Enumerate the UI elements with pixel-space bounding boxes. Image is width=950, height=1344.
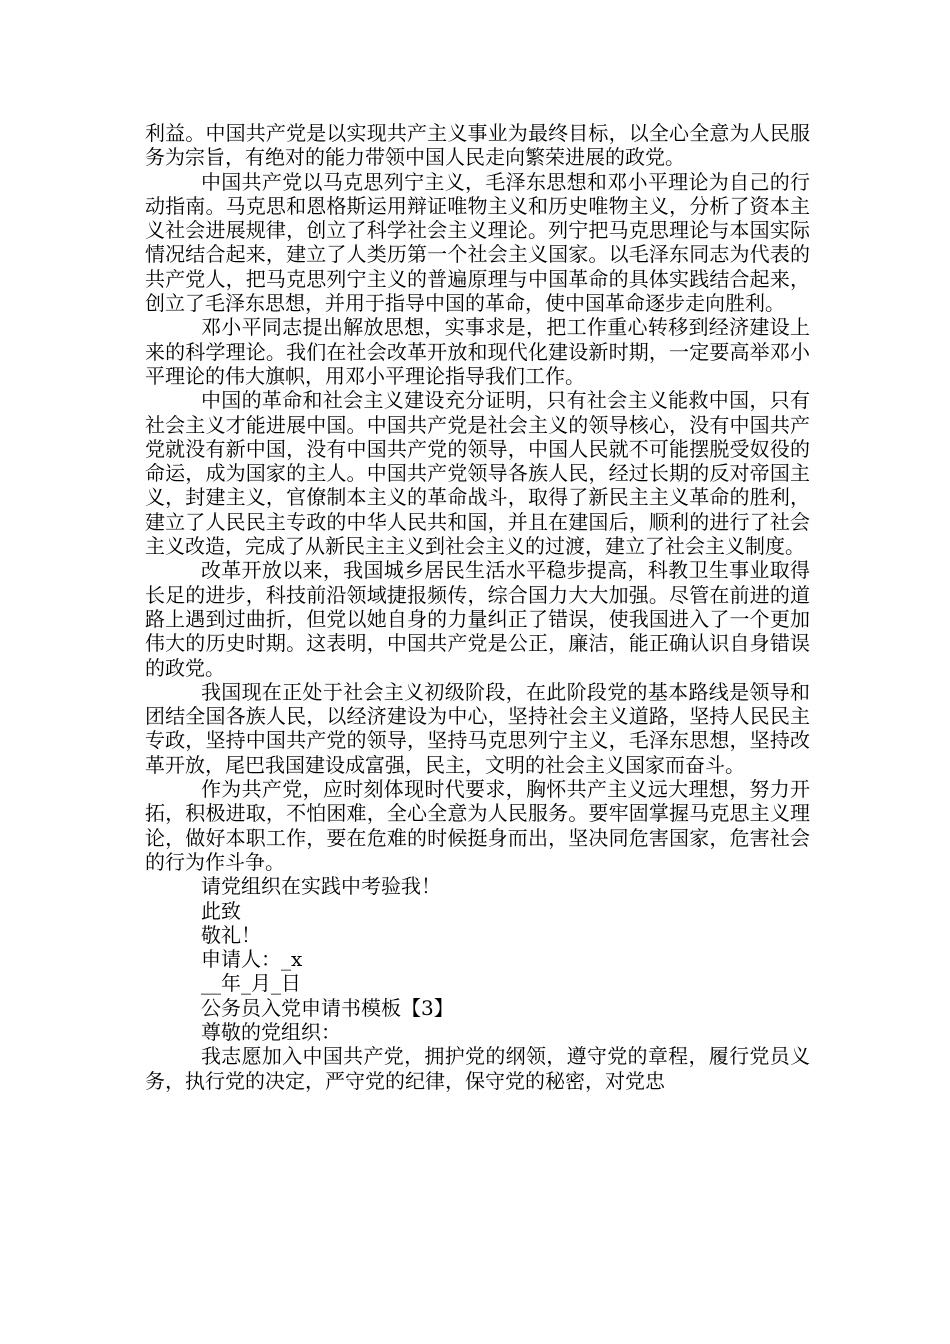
paragraph-2: 中国共产党以马克思列宁主义，毛泽东思想和邓小平理论为自己的行动指南。马克思和恩格斯运用辩证唯物主义和历史唯物主义，分析了资本主义社会进展规律，创立了科学社会主义理论。列宁把马克思理论与本国实际情况结合起来，建立了人类历第一个社会主义国家。以毛泽东同志为代表的共产党人，把马克思列宁主义的普遍原理与中国革命的具体实践结合起来，创立了毛泽东思想，并用于指导中国的革命，使中国革命逐步走向胜利。 — [145, 169, 810, 316]
paragraph-6: 我国现在正处于社会主义初级阶段，在此阶段党的基本路线是领导和团结全国各族人民，以经济建设为中心，坚持社会主义道路，坚持人民民主专政，坚持中国共产党的领导，坚持马克思列宁主义，毛泽东思想，坚持改革开放，尾巴我国建设成富强，民主，文明的社会主义国家而奋斗。 — [145, 679, 810, 777]
paragraph-final: 我志愿加入中国共产党，拥护党的纲领，遵守党的章程，履行党员义务，执行党的决定，严守党的纪律，保守党的秘密，对党忠 — [145, 1044, 810, 1093]
greeting-line: 尊敬的党组织： — [201, 1019, 341, 1044]
paragraph-7: 作为共产党，应时刻体现时代要求，胸怀共产主义远大理想，努力开拓，积极进取，不怕困难，全心全意为人民服务。要牢固掌握马克思主义理论，做好本职工作，要在危难的时候挺身而出，坚决同危害国家，危害社会的行为作斗争。 — [145, 777, 810, 874]
closing-regards: 敬礼！ — [201, 922, 261, 947]
request-line: 请党组织在实践中考验我！ — [201, 874, 441, 899]
closing-salutation: 此致 — [201, 898, 241, 923]
paragraph-3: 邓小平同志提出解放思想，实事求是，把工作重心转移到经济建设上来的科学理论。我们在社会改革开放和现代化建设新时期，一定要高举邓小平理论的伟大旗帜，用邓小平理论指导我们工作。 — [145, 315, 810, 388]
document-body — [145, 121, 810, 1093]
paragraph-1: 利益。中国共产党是以实现共产主义事业为最终目标，以全心全意为人民服务为宗旨，有绝对的能力带领中国人民走向繁荣进展的政党。 — [145, 121, 810, 170]
applicant-line: 申请人：_x — [201, 947, 303, 972]
paragraph-5: 改革开放以来，我国城乡居民生活水平稳步提高，科教卫生事业取得长足的进步，科技前沿领域捷报频传，综合国力大大加强。尽管在前进的道路上遇到过曲折，但党以她自身的力量纠正了错误，使我国进入了一个更加伟大的历史时期。这表明，中国共产党是公正，廉洁，能正确认识自身错误的政党。 — [145, 558, 810, 680]
section-heading: 公务员入党申请书模板【3】 — [201, 995, 454, 1020]
paragraph-4: 中国的革命和社会主义建设充分证明，只有社会主义能救中国，只有社会主义才能进展中国。中国共产党是社会主义的领导核心，没有中国共产党就没有新中国，没有中国共产党的领导，中国人民就不可能摆脱受奴役的命运，成为国家的主人。中国共产党领导各族人民，经过长期的反对帝国主义，封建主义，官僚制本主义的革命战斗，取得了新民主主义革命的胜利，建立了人民民主专政的中华人民共和国，并且在建国后，顺利的进行了社会主义改造，完成了从新民主主义到社会主义的过渡，建立了社会主义制度。 — [145, 388, 810, 559]
date-line: __年_月_日 — [201, 971, 301, 996]
